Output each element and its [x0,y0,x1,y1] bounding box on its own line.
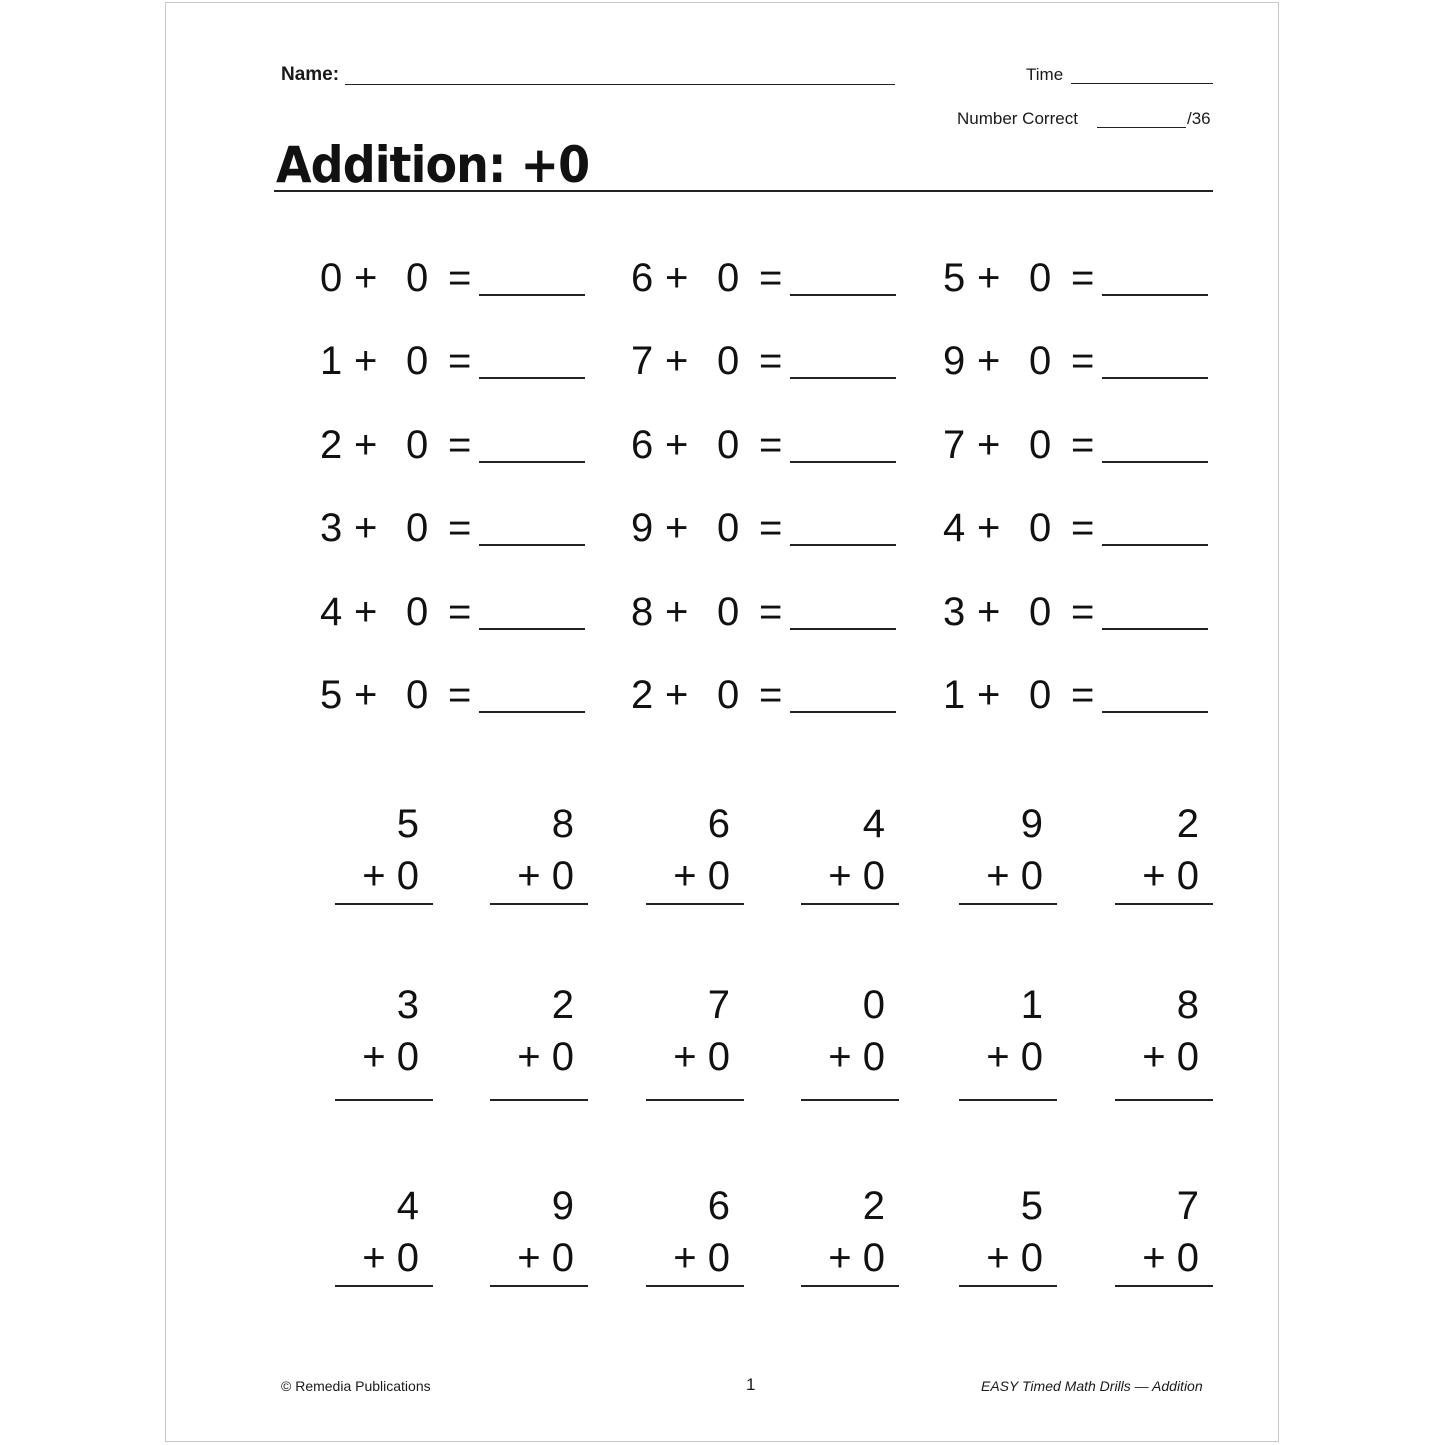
horizontal-problem [631,675,901,715]
problem-token: 0 [717,506,740,550]
problem-token: + [354,339,378,383]
vertical-problem [959,1184,1057,1294]
horizontal-problem [943,592,1213,632]
answer-blank[interactable] [790,544,896,546]
problem-token: = [759,256,783,300]
addend-top: 7 [707,983,730,1027]
problem-token: 0 [406,590,429,634]
problem-token: = [1071,506,1095,550]
answer-line[interactable] [646,903,744,905]
problem-token: 0 [1029,506,1052,550]
answer-line[interactable] [801,903,899,905]
addend-top: 3 [396,983,419,1027]
horizontal-problem [320,675,590,715]
horizontal-problem [943,508,1213,548]
vertical-problem [646,802,744,912]
addend-bottom: + 0 [517,1236,574,1280]
addend-top: 6 [707,802,730,846]
problem-token: = [759,590,783,634]
problem-token: 0 [1029,423,1052,467]
problem-token: + [977,673,1001,717]
problem-token: 5 [320,673,343,717]
answer-blank[interactable] [1102,628,1208,630]
addend-top: 8 [1176,983,1199,1027]
answer-line[interactable] [1115,903,1213,905]
answer-blank[interactable] [790,711,896,713]
problem-token: 8 [631,590,654,634]
problem-token: + [665,339,689,383]
horizontal-problem [943,425,1213,465]
problem-token: 0 [406,339,429,383]
problem-token: 0 [717,256,740,300]
problem-token: 9 [943,339,966,383]
horizontal-problem [320,592,590,632]
addend-bottom: + 0 [517,1035,574,1079]
answer-line[interactable] [1115,1285,1213,1287]
answer-blank[interactable] [790,377,896,379]
problem-token: 0 [1029,256,1052,300]
answer-line[interactable] [1115,1099,1213,1101]
problem-token: 0 [717,423,740,467]
addend-bottom: + 0 [673,1236,730,1280]
problem-token: 0 [717,590,740,634]
horizontal-problem [320,258,590,298]
problem-token: + [354,423,378,467]
addend-top: 2 [551,983,574,1027]
answer-line[interactable] [335,1285,433,1287]
number-correct-label: Number Correct [957,109,1078,128]
vertical-problem [646,983,744,1093]
number-correct-field[interactable] [1097,127,1186,128]
vertical-problem [959,983,1057,1093]
answer-blank[interactable] [1102,544,1208,546]
addend-top: 8 [551,802,574,846]
answer-line[interactable] [959,1285,1057,1287]
problem-token: 5 [943,256,966,300]
horizontal-problem [320,341,590,381]
problem-token: 0 [406,423,429,467]
answer-line[interactable] [801,1099,899,1101]
horizontal-problem [631,341,901,381]
addend-top: 7 [1176,1184,1199,1228]
addend-bottom: + 0 [986,854,1043,898]
addend-bottom: + 0 [986,1236,1043,1280]
addend-top: 5 [396,802,419,846]
time-label: Time [1026,65,1064,84]
answer-line[interactable] [646,1099,744,1101]
footer-book-title: EASY Timed Math Drills — Addition [981,1378,1203,1394]
addend-bottom: + 0 [362,854,419,898]
answer-line[interactable] [335,903,433,905]
answer-blank[interactable] [1102,294,1208,296]
horizontal-problem [320,508,590,548]
addend-bottom: + 0 [986,1035,1043,1079]
problem-token: + [977,339,1001,383]
addend-bottom: + 0 [1142,854,1199,898]
problem-token: = [1071,256,1095,300]
problem-token: 0 [320,256,343,300]
vertical-problem [335,1184,433,1294]
problem-token: 2 [631,673,654,717]
addend-bottom: + 0 [673,1035,730,1079]
problem-token: + [665,256,689,300]
vertical-problem [490,802,588,912]
problem-token: = [759,339,783,383]
horizontal-problem [631,592,901,632]
addend-top: 4 [862,802,885,846]
vertical-problem [335,802,433,912]
addend-bottom: + 0 [828,854,885,898]
problem-token: 1 [943,673,966,717]
answer-line[interactable] [959,903,1057,905]
answer-blank[interactable] [1102,461,1208,463]
answer-blank[interactable] [479,294,585,296]
horizontal-problem [320,425,590,465]
answer-line[interactable] [490,1285,588,1287]
answer-line[interactable] [335,1099,433,1101]
problem-token: + [665,673,689,717]
problem-token: + [354,673,378,717]
problem-token: = [1071,673,1095,717]
addend-top: 6 [707,1184,730,1228]
problem-token: + [977,256,1001,300]
problem-token: = [759,673,783,717]
answer-line[interactable] [490,903,588,905]
vertical-problem [1115,802,1213,912]
problem-token: = [448,256,472,300]
addend-bottom: + 0 [1142,1236,1199,1280]
title-divider [274,190,1213,192]
problem-token: 4 [320,590,343,634]
answer-blank[interactable] [1102,377,1208,379]
problem-token: 0 [406,256,429,300]
problem-token: 2 [320,423,343,467]
number-correct-total: /36 [1187,109,1211,128]
addend-top: 5 [1020,1184,1043,1228]
problem-token: + [665,423,689,467]
addend-top: 4 [396,1184,419,1228]
addend-top: 9 [1020,802,1043,846]
vertical-problem [801,983,899,1093]
addend-top: 1 [1020,983,1043,1027]
name-label: Name: [281,64,340,85]
answer-blank[interactable] [479,461,585,463]
answer-blank[interactable] [790,461,896,463]
answer-blank[interactable] [479,628,585,630]
problem-token: + [665,506,689,550]
addend-bottom: + 0 [362,1236,419,1280]
time-field[interactable] [1071,83,1213,84]
problem-token: + [354,590,378,634]
answer-blank[interactable] [790,294,896,296]
problem-token: + [977,590,1001,634]
problem-token: = [448,506,472,550]
addend-top: 9 [551,1184,574,1228]
problem-token: 0 [406,506,429,550]
horizontal-problem [943,675,1213,715]
problem-token: + [354,506,378,550]
horizontal-problem [631,258,901,298]
problem-token: = [759,423,783,467]
problem-token: 0 [1029,339,1052,383]
answer-line[interactable] [646,1285,744,1287]
horizontal-problem [943,341,1213,381]
horizontal-problem [943,258,1213,298]
problem-token: 6 [631,256,654,300]
vertical-problem [490,983,588,1093]
answer-line[interactable] [959,1099,1057,1101]
problem-token: 4 [943,506,966,550]
vertical-problem [801,802,899,912]
answer-blank[interactable] [1102,711,1208,713]
vertical-problem [335,983,433,1093]
vertical-problem [646,1184,744,1294]
vertical-problem [1115,983,1213,1093]
answer-line[interactable] [490,1099,588,1101]
addend-bottom: + 0 [517,854,574,898]
problem-token: 0 [1029,590,1052,634]
problem-token: + [977,423,1001,467]
vertical-problem [490,1184,588,1294]
answer-blank[interactable] [479,377,585,379]
addend-bottom: + 0 [673,854,730,898]
addend-top: 0 [862,983,885,1027]
answer-blank[interactable] [790,628,896,630]
problem-token: 3 [943,590,966,634]
problem-token: 0 [717,673,740,717]
addend-top: 2 [1176,802,1199,846]
problem-token: = [1071,590,1095,634]
problem-token: + [665,590,689,634]
answer-blank[interactable] [479,711,585,713]
problem-token: + [977,506,1001,550]
vertical-problem [959,802,1057,912]
addend-bottom: + 0 [828,1236,885,1280]
problem-token: 9 [631,506,654,550]
addend-bottom: + 0 [362,1035,419,1079]
footer-page-number: 1 [746,1375,756,1394]
problem-token: 7 [943,423,966,467]
problem-token: 0 [1029,673,1052,717]
vertical-problem [801,1184,899,1294]
problem-token: = [448,590,472,634]
addend-bottom: + 0 [828,1035,885,1079]
problem-token: 0 [406,673,429,717]
problem-token: = [448,423,472,467]
horizontal-problem [631,508,901,548]
addend-bottom: + 0 [1142,1035,1199,1079]
problem-token: 1 [320,339,343,383]
problem-token: = [448,673,472,717]
problem-token: 6 [631,423,654,467]
problem-token: = [1071,339,1095,383]
problem-token: + [354,256,378,300]
problem-token: 3 [320,506,343,550]
page-title: Addition: +0 [276,136,590,194]
answer-line[interactable] [801,1285,899,1287]
problem-token: = [448,339,472,383]
name-field[interactable] [345,84,895,85]
vertical-problem [1115,1184,1213,1294]
horizontal-problem [631,425,901,465]
problem-token: 0 [717,339,740,383]
problem-token: 7 [631,339,654,383]
footer-publisher: © Remedia Publications [281,1378,431,1394]
problem-token: = [1071,423,1095,467]
addend-top: 2 [862,1184,885,1228]
answer-blank[interactable] [479,544,585,546]
problem-token: = [759,506,783,550]
